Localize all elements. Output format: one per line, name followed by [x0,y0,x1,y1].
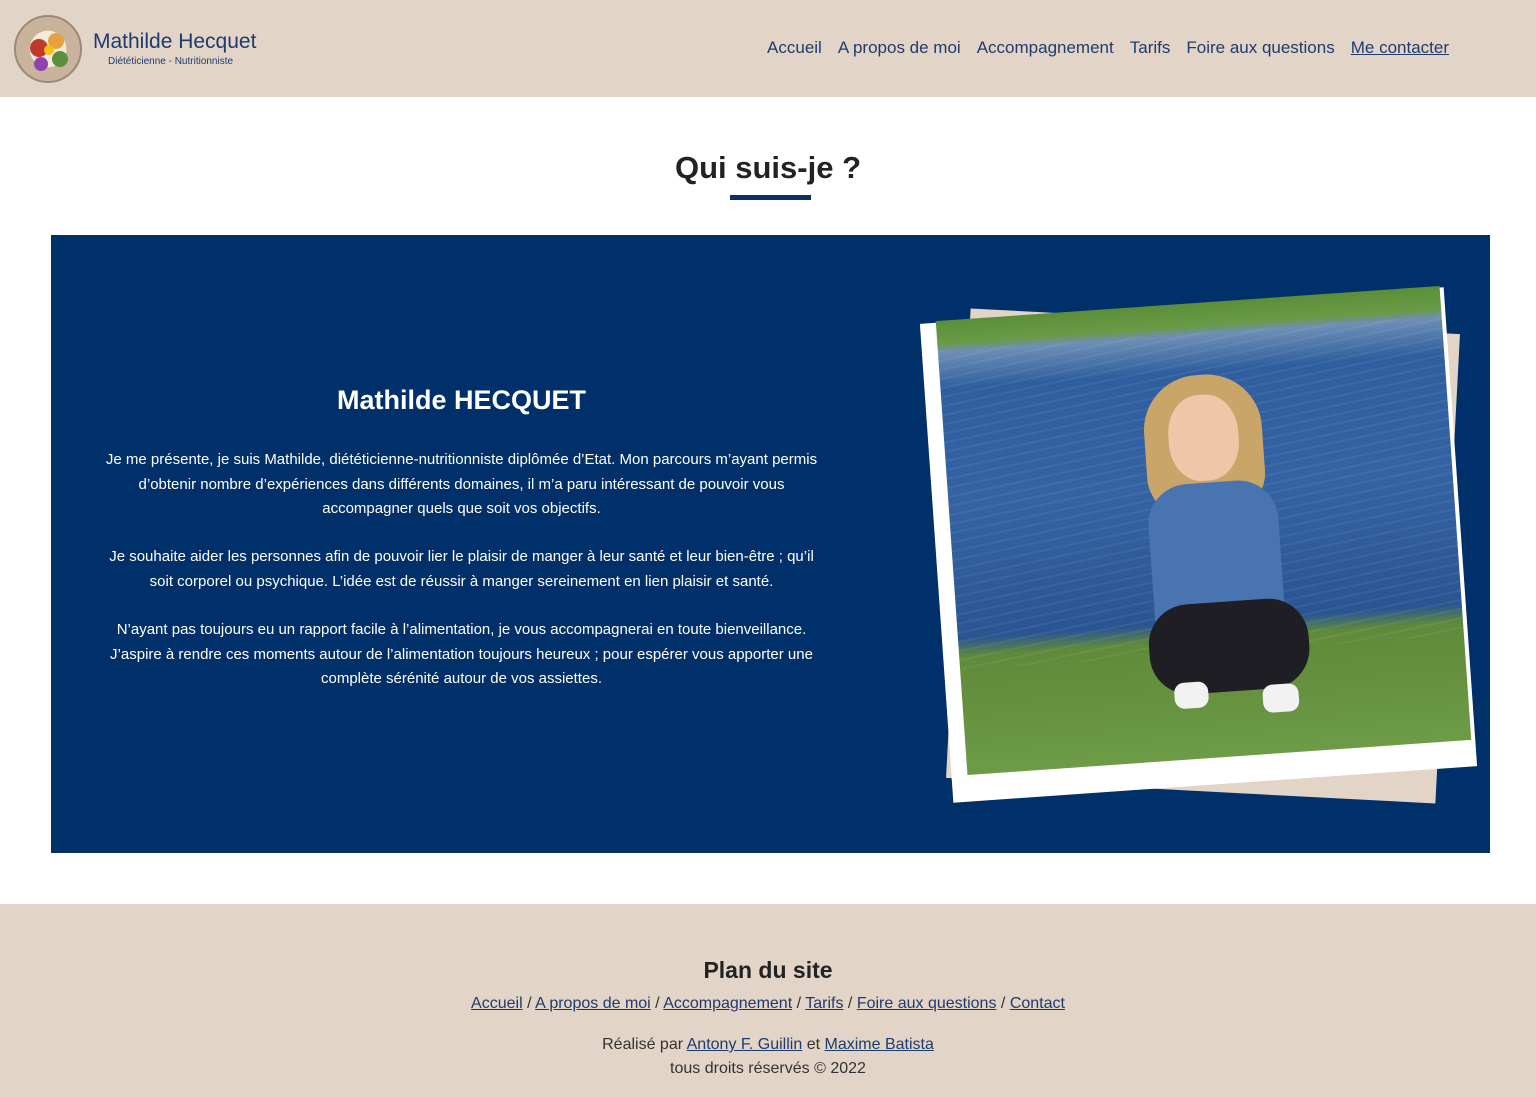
nav-a-propos[interactable]: A propos de moi [837,38,961,57]
about-section [51,235,1490,853]
separator: / [527,995,532,1012]
footer-link-tarifs[interactable]: Tarifs [805,995,844,1012]
separator: / [655,995,660,1012]
nav-faq[interactable]: Foire aux questions [1186,38,1335,57]
author-link-2[interactable]: Maxime Batista [824,1036,934,1053]
main-nav [767,38,1449,58]
bio-paragraph-3: N’ayant pas toujours eu un rapport facile à l’alimentation, je vous accompagnerai en toute bienveillance. J’aspire à rendre ces moments autour de l’alimentation toujours heureux ; pour espérer vous apporter une complète sérénité autour de vos assiettes. [110,621,813,687]
footer-link-accueil[interactable]: Accueil [471,995,523,1012]
person-name: Mathilde HECQUET [336,385,586,415]
author-link-1[interactable]: Antony F. Guillin [686,1036,803,1053]
brand-logo-icon[interactable] [14,15,82,83]
footer-link-a-propos[interactable]: A propos de moi [535,995,651,1012]
bio-paragraph-2: Je souhaite aider les personnes afin de pouvoir lier le plaisir de manger à leur santé et leur bien-être ; qu’il soit corporel ou psychique. L’idée est de réussir à manger sereinement en lien plaisir et santé. [109,548,814,590]
footer-link-faq[interactable]: Foire aux questions [856,995,997,1012]
footer-link-contact[interactable]: Contact [1009,995,1065,1012]
credits-prefix: Réalisé par [602,1036,684,1053]
separator: / [1000,995,1006,1012]
nav-tarifs[interactable]: Tarifs [1129,38,1171,57]
credits-and: et [806,1036,821,1053]
copyright: tous droits réservés © 2022 [670,1060,866,1077]
brand-name[interactable]: Mathilde Hecquet [93,30,257,53]
separator: / [796,995,802,1012]
nav-accueil[interactable]: Accueil [767,38,822,57]
brand-subtitle: Diététicienne - Nutritionniste [108,56,234,67]
separator: / [847,995,853,1012]
credits [0,1036,1536,1054]
sitemap-links [0,995,1536,1013]
title-underline [730,195,811,200]
bio-paragraph-1: Je me présente, je suis Mathilde, diététicienne-nutritionniste diplômée d’Etat. Mon parcours m’ayant permis d’obtenir nombre d’expériences dans différents domaines, il m’a paru intéressant de pouvoir vous accompagner quels que soit vos objectifs. [105,451,818,517]
footer-link-accompagnement[interactable]: Accompagnement [663,995,793,1012]
nav-accompagnement[interactable]: Accompagnement [976,38,1114,57]
photo-stack [901,265,1461,825]
sitemap-title: Plan du site [703,957,833,983]
portrait-photo [936,286,1472,775]
site-footer [0,904,1536,1097]
nav-me-contacter[interactable]: Me contacter [1350,38,1449,57]
page-title: Qui suis-je ? [674,150,862,185]
site-header [0,0,1536,97]
